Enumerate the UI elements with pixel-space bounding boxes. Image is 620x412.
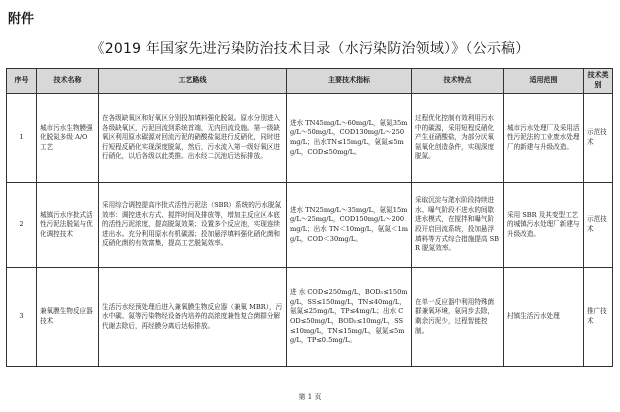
column-header-indicators: 主要技术指标 [287, 69, 412, 94]
cell-scope: 城市污水处理厂及采用活性污泥法的工业废水处理厂的新建与升级改造。 [504, 94, 584, 183]
column-header-no: 序号 [7, 69, 37, 94]
cell-category: 推广技术 [584, 268, 613, 367]
cell-process: 采用综合调控提高序批式活性污泥法（SBR）系统的污水脱氮效率：调控进水方式、搅拌时间及排放等，增加主反应区本底的活性污泥浓度，提高脱氮效果；设置多个反应池，实现连续进出水。充分利用原水有机碳源；投加悬浮填料强化硝化菌和反硝化菌的有效富集，提高工艺脱氮效率。 [99, 183, 287, 268]
table-row [7, 183, 613, 268]
cell-no: 2 [7, 183, 37, 268]
table-row [7, 268, 613, 367]
cell-indicators: 进水 TN25mg/L～35mg/L，氨氮15mg/L～25mg/L，COD150mg/L～200mg/L；出水 TN＜10mg/L，氨氮＜1mg/L，COD＜30mg/L。 [287, 183, 412, 268]
cell-process: 在各级缺氧区和好氧区分别投加填料强化脱氮。原水分别进入各级缺氧区，污泥回流到系统首端，无内回流设施。第一级缺氧区利用原水碳源对回流污泥的硝酸盐氮进行反硝化，同时进行短程反硝化实现深度脱氮，然后，污水流入第一级好氧区进行硝化，以后各级以此类推。出水经二沉池后达标排放。 [99, 94, 287, 183]
cell-name: 城镇污水序批式活性污泥法脱氮与优化调控技术 [37, 183, 99, 268]
column-header-name: 技术名称 [37, 69, 99, 94]
table-row [7, 94, 613, 183]
page-number: 第 1 页 [298, 393, 322, 401]
cell-category: 示范技术 [584, 94, 613, 183]
cell-features: 过程优化控制有效利用污水中的碳源，采用短程反硝化产生亚硝酸盐，为部分厌氧氨氧化创造条件，实现深度脱氮。 [412, 94, 504, 183]
column-header-process: 工艺路线 [99, 69, 287, 94]
cell-no: 3 [7, 268, 37, 367]
cell-scope: 村镇生活污水处理 [504, 268, 584, 367]
cell-scope: 采用 SBR 及其变型工艺的城镇污水处理厂新建与升级改造。 [504, 183, 584, 268]
cell-process: 生活污水经预处理后进入兼氧膜生物反应器（兼氧 MBR），污水中碳、氮等污染物经设备内培养的高浓度兼性复合菌群分解代谢去除后，再经膜分离后达标排放。 [99, 268, 287, 367]
cell-indicators: 进水 TN45mg/L～60mg/L，氨氮35mg/L～50mg/L，COD130mg/L～250mg/L；出水TN≤15mg/L，氨氮≤5mg/L，COD≤50mg/L。 [287, 94, 412, 183]
column-header-category: 技术类别 [584, 69, 613, 94]
cell-no: 1 [7, 94, 37, 183]
cell-name: 城市污水生物膜强化脱氮多级 A/O 工艺 [37, 94, 99, 183]
technology-catalog-table [6, 68, 613, 367]
cell-features: 在单一反应器中利用特殊菌群兼氧环境，氨同步去除，剩余污泥少，过程智能控制。 [412, 268, 504, 367]
cell-indicators: 进 水 COD≤250mg/L，BOD₅≤150mg/L，SS≤150mg/L，TN≤40mg/L，氨氮≤25mg/L，TP≤4mg/L；出水 COD≤50mg/L，BOD₅≤10mg/L，SS≤10mg/L，TN≤15mg/L，氨氮≤5mg/L，TP≤0.5mg/L。 [287, 268, 412, 367]
column-header-scope: 适用范围 [504, 69, 584, 94]
column-header-features: 技术特点 [412, 69, 504, 94]
attachment-label: 附件 [8, 12, 35, 27]
table-header-row [7, 69, 613, 94]
document-title: 《2019 年国家先进污染防治技术目录（水污染防治领域）》（公示稿） [90, 41, 530, 57]
cell-category: 示范技术 [584, 183, 613, 268]
cell-name: 兼氧膜生物反应器技术 [37, 268, 99, 367]
cell-features: 采取沉淀与滗水阶段持续进水、曝气阶段不进水的间歇进水模式，在搅拌和曝气阶段开启回流系统，投加悬浮填料等方式综合措施提高 SBR 脱氮效率。 [412, 183, 504, 268]
